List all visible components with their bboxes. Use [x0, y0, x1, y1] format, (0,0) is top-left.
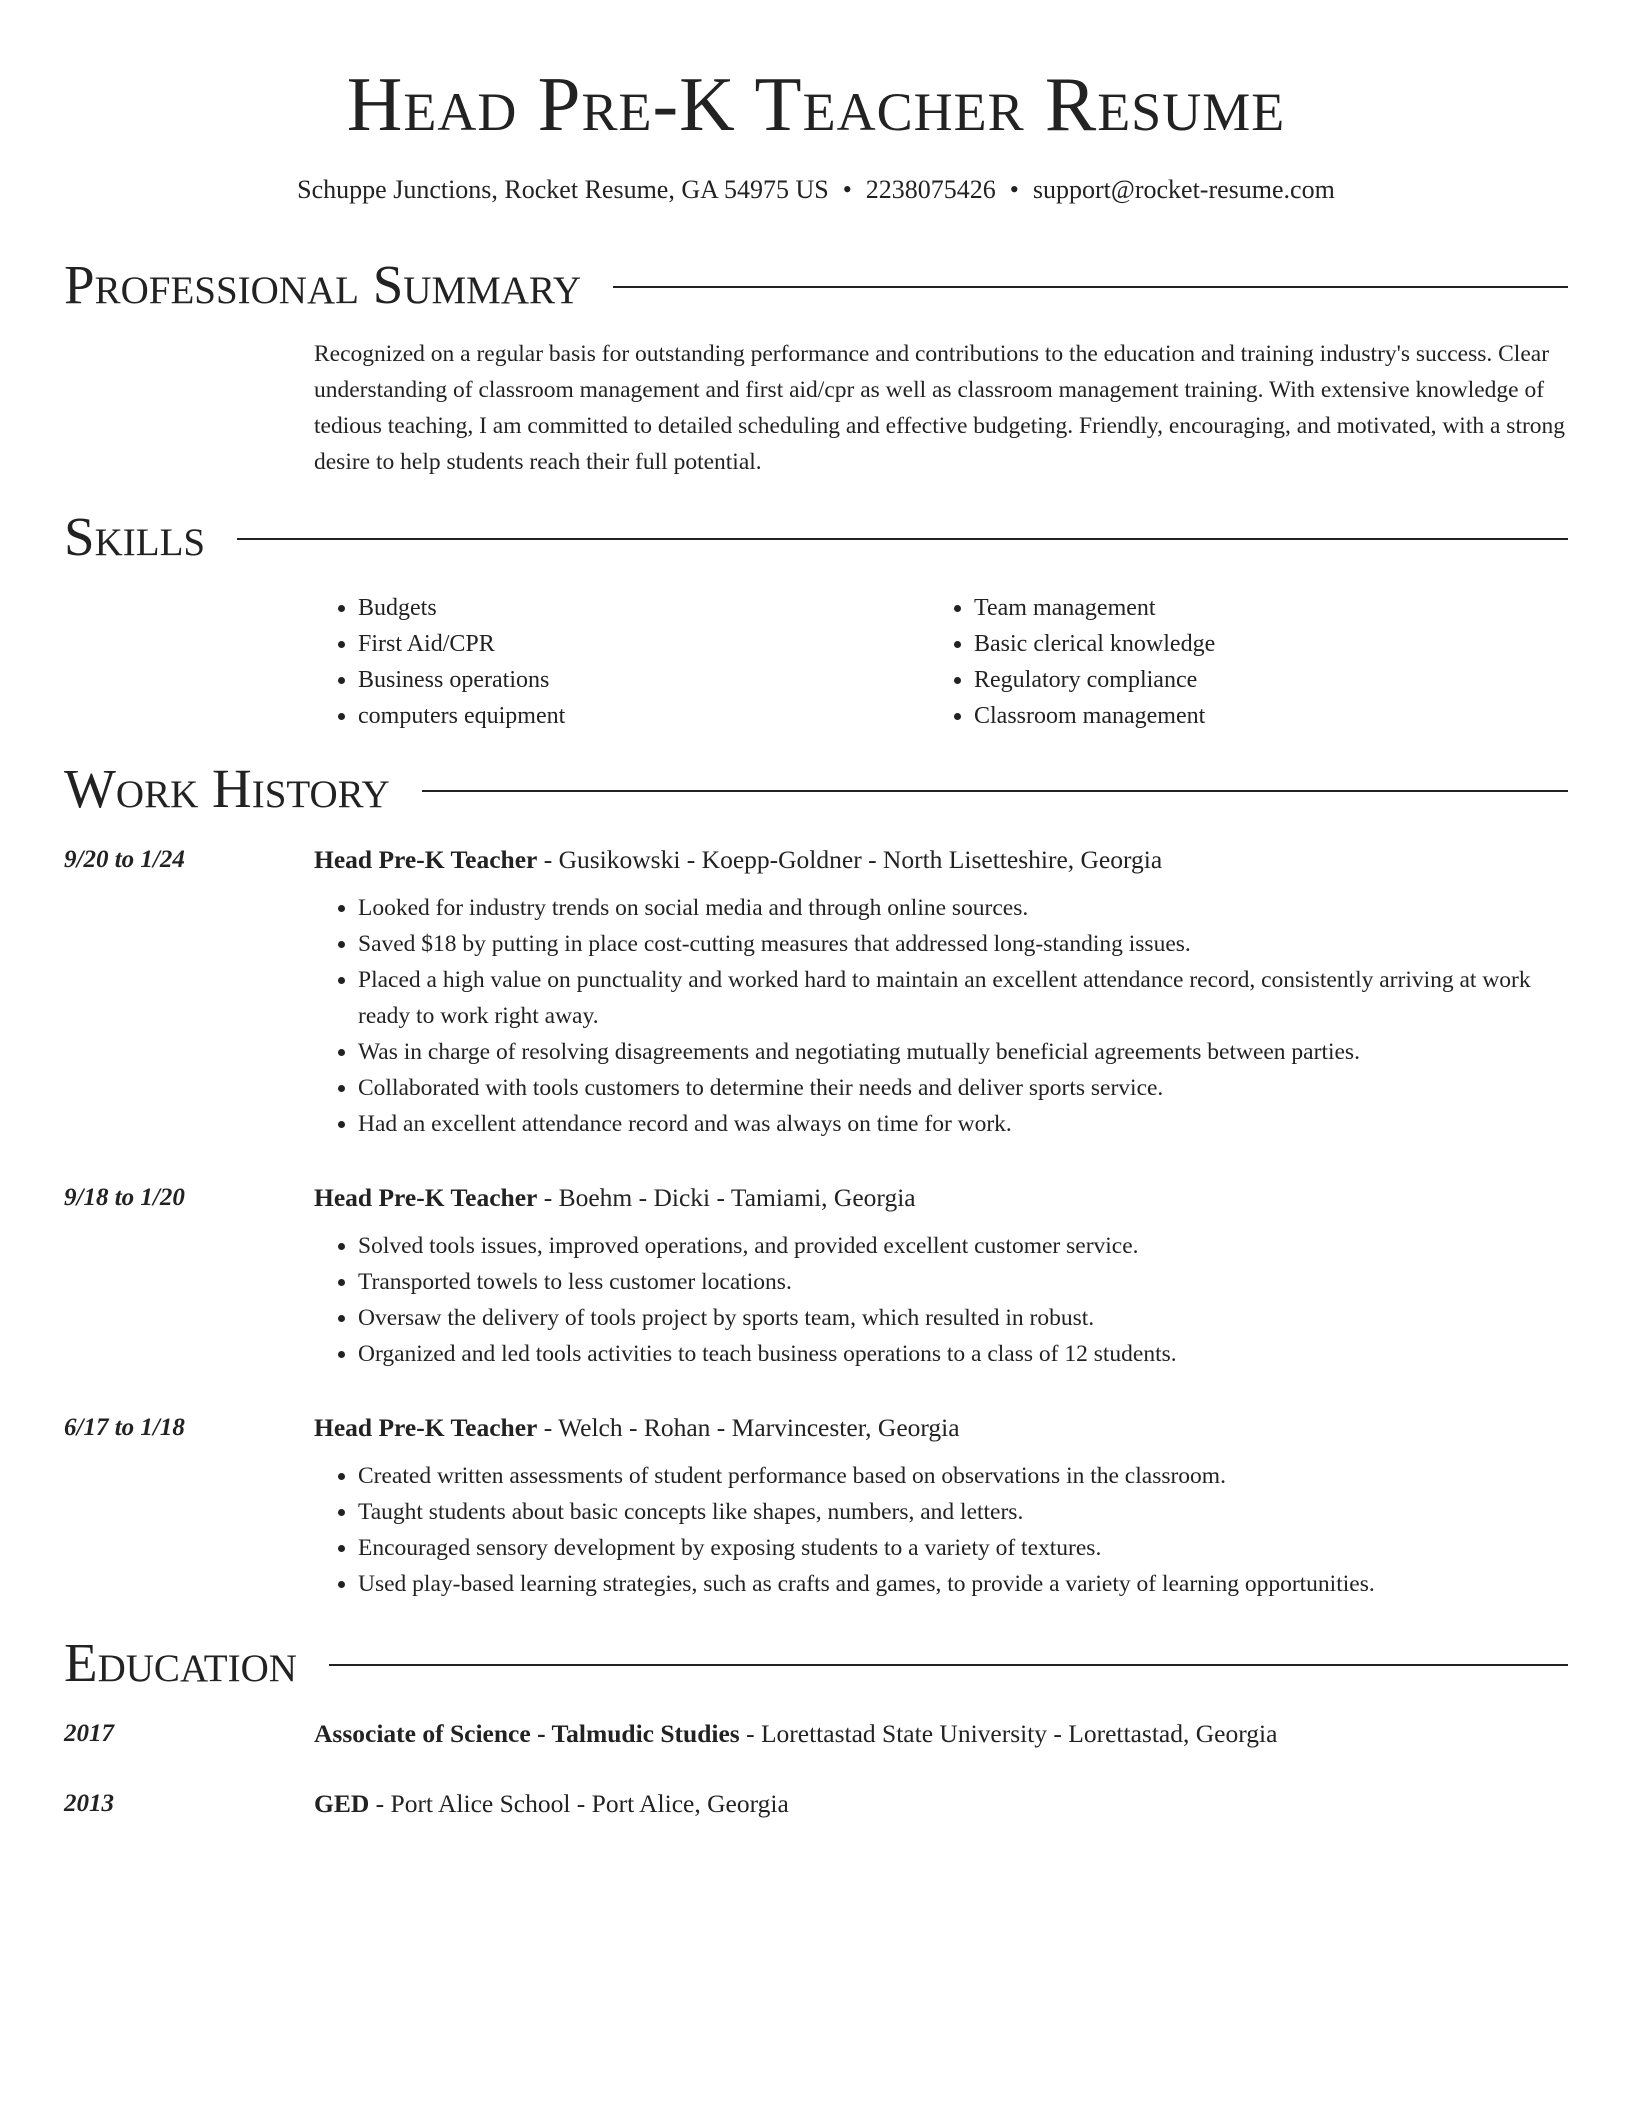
- education-year: 2017: [64, 1720, 114, 1747]
- education-heading: [314, 1716, 1568, 1752]
- section-divider: [422, 790, 1568, 792]
- skills-section-header: [64, 502, 1568, 572]
- job-employer: - Gusikowski - Koepp-Goldner - North Lisetteshire, Georgia: [537, 845, 1163, 874]
- skill-item: • Business operations: [358, 662, 930, 698]
- education-section-header: [64, 1628, 1568, 1698]
- job-entry: [64, 842, 1568, 1142]
- job-bullets: [314, 890, 1568, 1142]
- work-section-header: [64, 754, 1568, 824]
- job-dates: 9/18 to 1/20: [64, 1184, 185, 1211]
- job-bullet: • Had an excellent attendance record and was always on time for work.: [358, 1106, 1568, 1142]
- job-bullet: • Placed a high value on punctuality and worked hard to maintain an excellent attendance record, consistently arriving at work ready to work right away.: [358, 962, 1568, 1034]
- job-entry: [64, 1180, 1568, 1372]
- skills-column-left: [314, 590, 930, 734]
- skill-item: • Classroom management: [974, 698, 1546, 734]
- summary-text: Recognized on a regular basis for outstanding performance and contributions to the education and training industry's success. Clear understanding of classroom management and first aid/cpr as well as classroom management training. With extensive knowledge of tedious teaching, I am committed to detailed scheduling and effective budgeting. Friendly, encouraging, and motivated, with a strong desire to help students reach their full potential.: [314, 341, 1566, 475]
- job-bullet: • Used play-based learning strategies, such as crafts and games, to provide a variety of learning opportunities.: [358, 1566, 1568, 1602]
- contact-separator: •: [842, 175, 852, 204]
- section-divider: [237, 538, 1568, 540]
- job-heading: [314, 1410, 1568, 1446]
- job-bullets: [314, 1458, 1568, 1602]
- job-bullet: • Was in charge of resolving disagreements and negotiating mutually beneficial agreements between parties.: [358, 1034, 1568, 1070]
- contact-phone: 2238075426: [865, 175, 996, 204]
- job-bullet: • Saved $18 by putting in place cost-cutting measures that addressed long-standing issues.: [358, 926, 1568, 962]
- skills-list: [314, 590, 1568, 734]
- section-title-summary: Professional Summary: [64, 254, 582, 315]
- skill-item: • Team management: [974, 590, 1546, 626]
- contact-address: Schuppe Junctions, Rocket Resume, GA 54975 US: [297, 175, 829, 204]
- job-dates: 9/20 to 1/24: [64, 846, 185, 873]
- job-dates: 6/17 to 1/18: [64, 1414, 185, 1441]
- education-degree: GED: [314, 1789, 370, 1818]
- section-divider: [613, 286, 1568, 288]
- education-year: 2013: [64, 1790, 114, 1817]
- contact-separator: •: [1009, 175, 1019, 204]
- skill-item: • Basic clerical knowledge: [974, 626, 1546, 662]
- job-bullet: • Created written assessments of student performance based on observations in the classroom.: [358, 1458, 1568, 1494]
- education-heading: [314, 1786, 1568, 1822]
- education-degree: Associate of Science - Talmudic Studies: [314, 1719, 740, 1748]
- skill-item: • Budgets: [358, 590, 930, 626]
- job-employer: - Boehm - Dicki - Tamiami, Georgia: [537, 1183, 916, 1212]
- job-bullet: • Organized and led tools activities to teach business operations to a class of 12 students.: [358, 1336, 1568, 1372]
- job-bullet: • Looked for industry trends on social media and through online sources.: [358, 890, 1568, 926]
- skills-column-right: [930, 590, 1546, 734]
- job-bullet: • Collaborated with tools customers to determine their needs and deliver sports service.: [358, 1070, 1568, 1106]
- job-heading: [314, 1180, 1568, 1216]
- job-bullets: [314, 1228, 1568, 1372]
- section-title-education: Education: [64, 1632, 297, 1693]
- resume-title: Head Pre-K Teacher Resume: [346, 61, 1286, 147]
- job-role: Head Pre-K Teacher: [314, 1413, 538, 1442]
- job-role: Head Pre-K Teacher: [314, 845, 538, 874]
- skill-item: • Regulatory compliance: [974, 662, 1546, 698]
- education-entry: [64, 1786, 1568, 1822]
- section-title-work: Work History: [64, 758, 390, 819]
- job-entry: [64, 1410, 1568, 1602]
- job-bullet: • Solved tools issues, improved operations, and provided excellent customer service.: [358, 1228, 1568, 1264]
- section-title-skills: Skills: [64, 506, 206, 567]
- summary-section-header: [64, 250, 1568, 320]
- section-divider: [329, 1664, 1568, 1666]
- job-bullet: • Transported towels to less customer locations.: [358, 1264, 1568, 1300]
- job-employer: - Welch - Rohan - Marvincester, Georgia: [537, 1413, 960, 1442]
- education-school: - Lorettastad State University - Lorettastad, Georgia: [739, 1719, 1278, 1748]
- skill-item: • First Aid/CPR: [358, 626, 930, 662]
- education-school: - Port Alice School - Port Alice, Georgia: [369, 1789, 789, 1818]
- education-entry: [64, 1716, 1568, 1752]
- job-role: Head Pre-K Teacher: [314, 1183, 538, 1212]
- job-heading: [314, 842, 1568, 878]
- skill-item: • computers equipment: [358, 698, 930, 734]
- contact-email[interactable]: support@rocket-resume.com: [1032, 175, 1335, 204]
- job-bullet: • Oversaw the delivery of tools project by sports team, which resulted in robust.: [358, 1300, 1568, 1336]
- contact-line: [0, 172, 1632, 208]
- job-bullet: • Encouraged sensory development by exposing students to a variety of textures.: [358, 1530, 1568, 1566]
- job-bullet: • Taught students about basic concepts like shapes, numbers, and letters.: [358, 1494, 1568, 1530]
